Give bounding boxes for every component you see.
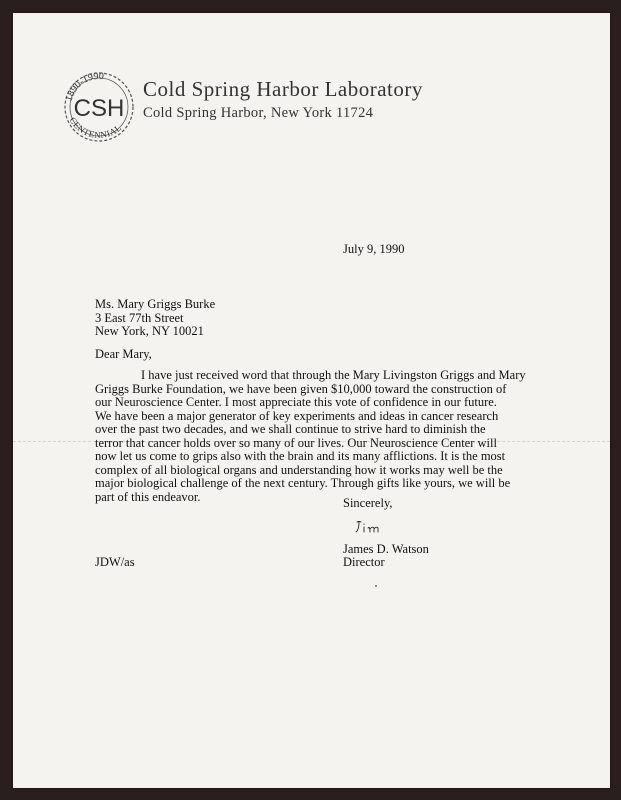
- signer-title: Director: [343, 555, 385, 569]
- recipient-line: New York, NY 10021: [95, 324, 204, 338]
- recipient-line: Ms. Mary Griggs Burke: [95, 297, 216, 311]
- body-line: I have just received word that through the Mary Livingston Griggs and Mary: [141, 368, 526, 382]
- logo-centennial: CENTENNIAL: [67, 115, 124, 141]
- typist-initials: JDW/as: [95, 555, 135, 569]
- paper-speck: [375, 585, 377, 587]
- signer-name: James D. Watson: [343, 542, 429, 556]
- body-line: Griggs Burke Foundation, we have been given $10,000 toward the construction of: [95, 381, 507, 396]
- logo-years: 1890-1990: [63, 70, 105, 103]
- handwritten-signature: [353, 519, 385, 535]
- recipient-line: 3 East 77th Street: [95, 310, 184, 325]
- organization-address: Cold Spring Harbor, New York 11724: [143, 105, 374, 121]
- body-line: our Neuroscience Center. I most appreciate this vote of confidence in our future.: [95, 395, 497, 409]
- body-line: now let us come to grips also with the brain and its many afflictions. It is the most: [95, 449, 506, 463]
- body-line: part of this endeavor.: [95, 489, 201, 504]
- body-line: We have been a major generator of key experiments and ideas in cancer research: [95, 408, 499, 423]
- body-line: over the past two decades, and we shall continue to strive hard to diminish the: [95, 422, 486, 436]
- body-line: complex of all biological organs and understanding how it works may well be the: [95, 462, 503, 477]
- closing: Sincerely,: [343, 496, 393, 510]
- logo-monogram: CSH: [73, 95, 125, 122]
- recipient-address: [95, 298, 215, 339]
- csh-centennial-logo: [53, 61, 145, 153]
- body-line: terror that cancer holds over so many of our lives. Our Neuroscience Center will: [95, 435, 497, 450]
- letter-body: [95, 369, 526, 504]
- salutation: Dear Mary,: [95, 347, 152, 361]
- letter-date: July 9, 1990: [343, 242, 405, 256]
- letter-page: [13, 13, 610, 788]
- body-line: major biological challenge of the next century. Through gifts like yours, we will be: [95, 476, 511, 490]
- organization-name: Cold Spring Harbor Laboratory: [143, 77, 423, 101]
